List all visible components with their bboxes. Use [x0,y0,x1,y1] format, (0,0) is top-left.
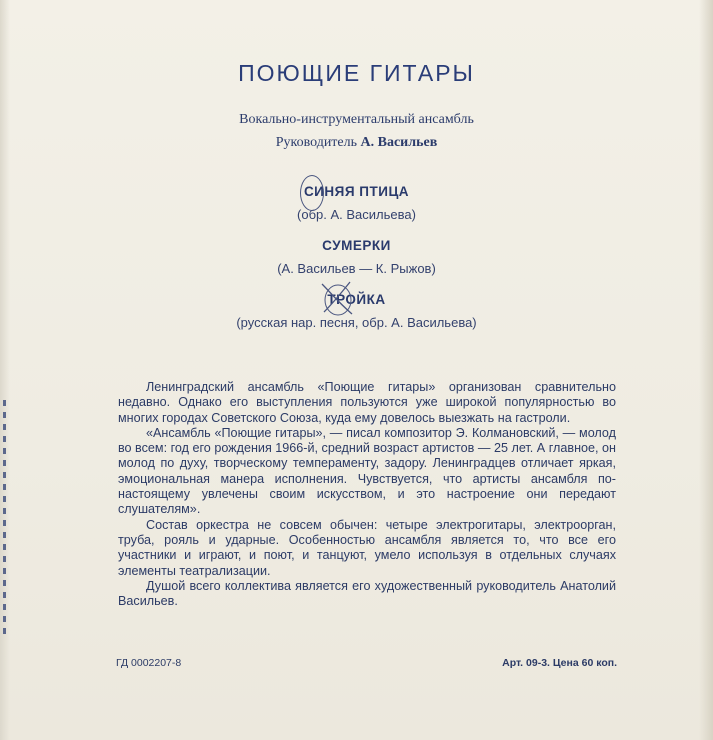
margin-ink-marks [3,400,6,640]
page-title: ПОЮЩИЕ ГИТАРЫ [238,60,475,86]
song-title-1: СИНЯЯ ПТИЦА [303,184,410,199]
liner-paragraph-2: «Ансамбль «Поющие гитары», — писал композитор Э. Колмановский, — молод во всем: год его рождения 1966-й, средний возраст артистов — 25 лет. А главное, он молод по духу, творческому темпераменту, задору. Ленинградцев отличает яркая, эмоциональная манера исполнения. Чувствуется, что артисты ансамбля по-настоящему увлечены своим искусством, и это настроение они передают слушателям». [118,425,616,517]
liner-paragraph-4: Душой всего коллектива является его художественный руководитель Анатолий Васильев. [118,578,616,609]
liner-paragraph-3: Состав оркестра не совсем обычен: четыре электрогитары, электроорган, труба, рояль и ударные. Особенностью ансамбля является то, что все его участники и играют, и поют, и танцуют, умело используя в отдельных случаях элементы театрализации. [118,517,616,578]
song-credit-1: (обр. А. Васильева) [297,207,416,222]
leader-label: Руководитель [275,135,358,150]
leader-name: А. Васильев [360,135,438,150]
pencil-circle-mark [300,175,324,211]
song-credit-2: (А. Васильев — К. Рыжов) [277,261,436,276]
price-label: Арт. 09-3. Цена 60 коп. [502,657,617,669]
song-title-2: СУМЕРКИ [322,238,391,253]
ensemble-subtitle: Вокально-инструментальный ансамбль [239,112,474,127]
liner-paragraph-1: Ленинградский ансамбль «Поющие гитары» организован сравнительно недавно. Однако его выступления пользуются уже широкой популярностью во многих городах Советского Союза, куда ему довелось выезжать на гастроли. [118,380,616,425]
song-credit-3: (русская нар. песня, обр. А. Васильева) [236,315,477,330]
song-title-3: ТРОЙКА [327,292,386,307]
right-edge-shadow [699,0,713,740]
pencil-cross-mark [318,278,358,320]
catalog-number: ГД 0002207-8 [116,657,182,669]
liner-notes [118,380,616,609]
leader-line [0,135,713,151]
